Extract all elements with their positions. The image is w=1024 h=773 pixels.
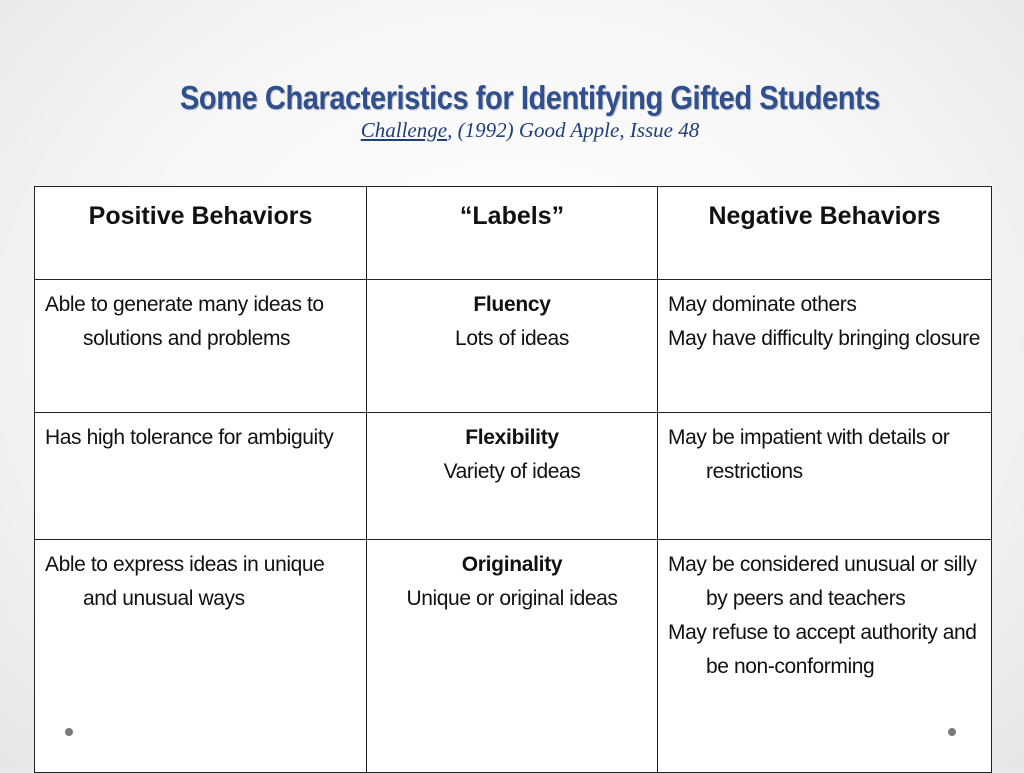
positive-item: Able to express ideas in unique and unusual ways: [45, 553, 325, 610]
label-description: Variety of ideas: [443, 460, 581, 483]
label-name: Flexibility: [465, 426, 559, 449]
label-description: Unique or original ideas: [406, 587, 618, 610]
header-negative-behaviors: Negative Behaviors: [658, 187, 992, 280]
header-labels: “Labels”: [367, 187, 658, 280]
subtitle-citation: , (1992) Good Apple, Issue 48: [447, 118, 700, 142]
title-block: [0, 78, 1024, 143]
label-cell: [367, 413, 658, 540]
positive-cell: [35, 540, 367, 773]
negative-cell: [658, 280, 992, 413]
slide-subtitle: [0, 117, 1024, 143]
table-header-row: [35, 187, 992, 280]
subtitle-journal: Challenge: [360, 118, 448, 142]
positive-item: Able to generate many ideas to solutions and problems: [45, 293, 324, 350]
decorative-dot-right: [948, 728, 956, 736]
positive-item: Has high tolerance for ambiguity: [45, 426, 334, 449]
negative-cell: [658, 413, 992, 540]
table-row: [35, 540, 992, 773]
label-description: Lots of ideas: [455, 327, 569, 350]
positive-cell: [35, 413, 367, 540]
decorative-dot-left: [65, 728, 73, 736]
characteristics-table: [34, 186, 992, 773]
label-name: Fluency: [473, 293, 551, 316]
label-cell: [367, 280, 658, 413]
negative-item: May be impatient with details or restrictions: [668, 426, 950, 483]
positive-cell: [35, 280, 367, 413]
table-row: [35, 280, 992, 413]
slide-title: Some Characteristics for Identifying Gifted Students: [179, 79, 881, 116]
negative-item: May dominate others: [668, 293, 857, 316]
negative-item: May have difficulty bringing closure: [668, 327, 981, 350]
table-row: [35, 413, 992, 540]
header-positive-behaviors: Positive Behaviors: [35, 187, 367, 280]
label-cell: [367, 540, 658, 773]
negative-cell: [658, 540, 992, 773]
negative-item: May be considered unusual or silly by peers and teachers: [668, 553, 977, 610]
label-name: Originality: [461, 553, 563, 576]
negative-item: May refuse to accept authority and be non-conforming: [668, 621, 977, 678]
